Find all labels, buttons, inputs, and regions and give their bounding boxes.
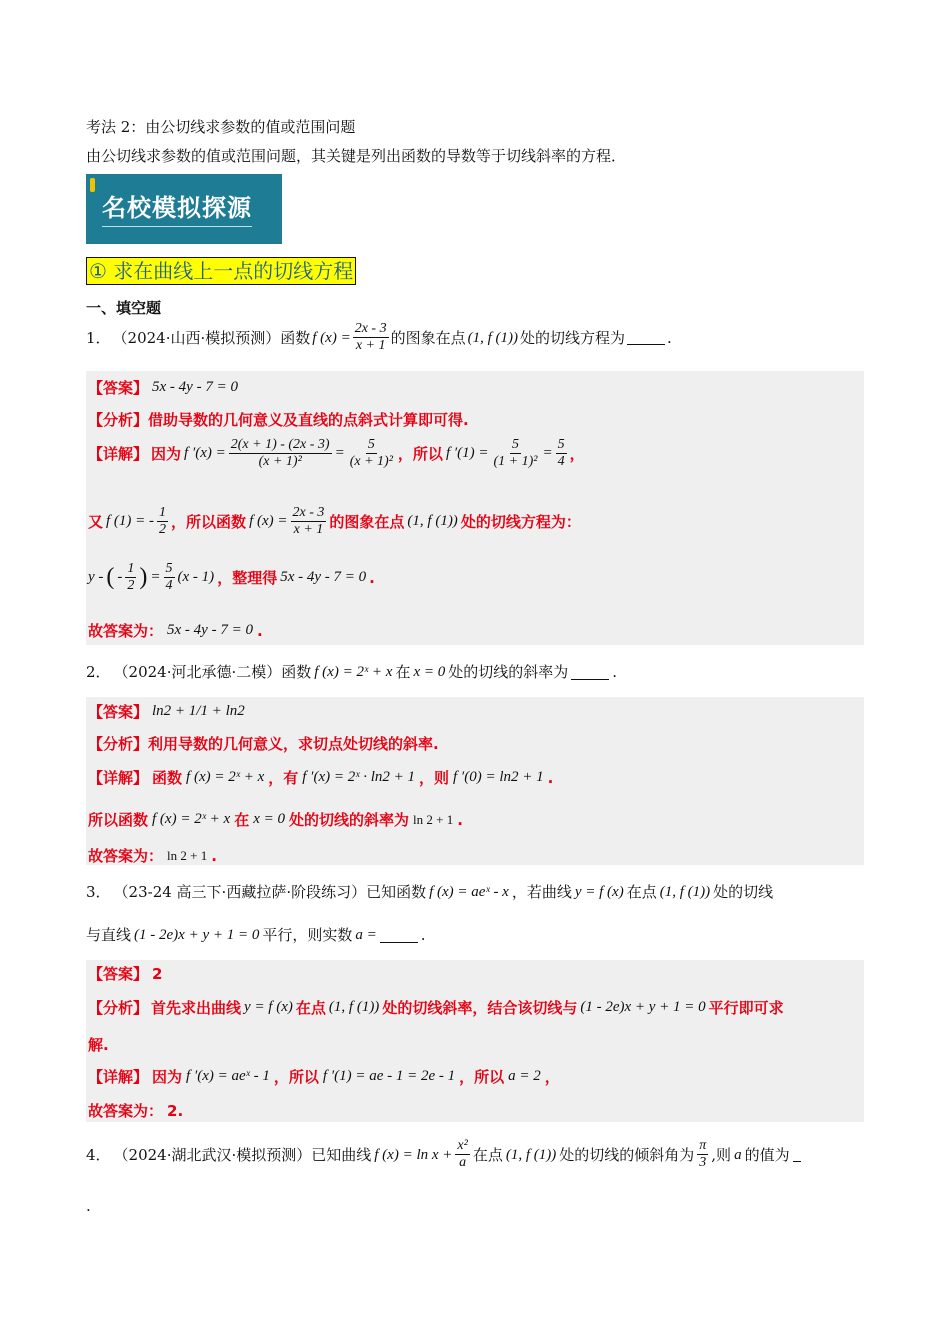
- function-fraction: [353, 321, 389, 354]
- denominator: x + 1: [293, 522, 324, 537]
- function-lhs: f (x) =: [312, 329, 351, 346]
- angle-fraction: [697, 1138, 708, 1171]
- detail-text: 因为: [152, 1068, 183, 1086]
- final-answer-value: 2.: [167, 1101, 184, 1120]
- question-source: （2024·山西·模拟预测）函数: [112, 328, 311, 347]
- question-1: [86, 321, 672, 354]
- detail-text: 处的切线方程为：: [460, 513, 581, 531]
- derivative-at-1: f ′(1) =: [445, 445, 489, 461]
- parameter: a =: [355, 927, 377, 943]
- question-text: 与直线: [86, 926, 132, 944]
- period: .: [211, 846, 217, 865]
- half-fraction: [125, 561, 136, 594]
- answer-value: ln2 + 1/1 + ln2: [152, 703, 245, 719]
- derivative-at-0: f ′(0) = ln2 + 1: [453, 769, 544, 785]
- analysis-text: 在点: [295, 999, 326, 1017]
- final-answer-tag: 故答案为：: [88, 622, 164, 640]
- detail-text: ，有: [268, 769, 299, 787]
- period: .: [547, 768, 554, 787]
- simplified-fraction: [348, 437, 395, 470]
- numerator: x²: [457, 1138, 468, 1153]
- derivative-lhs: f ′(x) =: [184, 445, 226, 461]
- function-value: f (1) = -: [106, 513, 155, 529]
- detail-text: 所以函数: [88, 811, 149, 829]
- curve: y = f (x): [244, 999, 293, 1015]
- derivative: f ′(x) = 2ˣ · ln2 + 1: [302, 769, 415, 785]
- question-text: 平行，则实数: [262, 926, 353, 944]
- period: .: [612, 663, 618, 681]
- question-text: ，若曲线: [511, 883, 572, 901]
- question-text: 的值为: [744, 1145, 790, 1164]
- analysis-text: 解.: [88, 1036, 109, 1054]
- question-source: （23-24 高三下·西藏拉萨·阶段练习）已知函数: [113, 883, 427, 901]
- answer-blank[interactable]: [571, 665, 609, 680]
- question-source: （2024·河北承德·二模）函数: [113, 663, 312, 681]
- detail-text: ，整理得: [217, 569, 278, 587]
- final-answer-tag: 故答案为：: [88, 1102, 164, 1120]
- detail-text: ，则: [419, 769, 450, 787]
- question-4-end: .: [86, 1197, 91, 1215]
- numerator: 1: [127, 561, 135, 576]
- numerator: π: [699, 1138, 707, 1153]
- denominator: 3: [699, 1155, 707, 1170]
- period: .: [420, 926, 426, 944]
- answer-line: [88, 963, 162, 984]
- denominator: a: [459, 1155, 467, 1170]
- detail-tag: 【详解】: [88, 769, 149, 787]
- question-text: ,则: [711, 1145, 732, 1164]
- method-description: 由公切线求参数的值或范围问题，其关键是列出函数的导数等于切线斜率的方程．: [86, 147, 627, 165]
- function-lhs: f (x) =: [249, 513, 288, 529]
- numerator: 5: [367, 437, 375, 452]
- question-text: 在点: [626, 883, 657, 901]
- point: (1, f (1)): [659, 884, 711, 900]
- detail-line-3: [88, 561, 375, 594]
- function-fraction: [291, 505, 327, 538]
- minus: -: [117, 569, 123, 585]
- denominator: x + 1: [355, 338, 386, 353]
- paren-left: (: [106, 564, 115, 590]
- question-2: [86, 662, 617, 682]
- equation-part: (x - 1): [177, 569, 215, 585]
- numerator: 5: [511, 437, 519, 452]
- detail-tag: 【详解】: [88, 445, 149, 463]
- detail-text: 因为: [151, 445, 182, 463]
- detail-text: ，所以: [273, 1068, 319, 1086]
- x-value: x = 0: [253, 811, 286, 827]
- question-number: 2．: [86, 663, 111, 681]
- detail-line-1: [88, 1066, 560, 1087]
- denominator: 2: [127, 578, 135, 593]
- period: .: [667, 328, 672, 347]
- detail-line-2: [88, 505, 581, 538]
- equals: =: [150, 569, 161, 585]
- period: .: [256, 621, 263, 640]
- half-fraction: [157, 505, 168, 538]
- result-equation: 5x - 4y - 7 = 0: [280, 569, 367, 585]
- denominator: (x + 1)²: [349, 454, 393, 469]
- numerator: 2(x + 1) - (2x - 3): [230, 437, 330, 452]
- banner-accent-bar: [90, 178, 95, 192]
- detail-line-1: [88, 437, 585, 470]
- analysis-text: 利用导数的几何意义，求切点处切线的斜率.: [148, 735, 439, 753]
- analysis-tag: 【分析】: [88, 735, 149, 753]
- final-answer-tag: 故答案为：: [88, 847, 164, 865]
- point: (1, f (1)): [328, 999, 380, 1015]
- function: f (x) = aeˣ - x: [429, 884, 509, 900]
- final-answer-value: 5x - 4y - 7 = 0: [167, 622, 253, 638]
- final-answer-line: [88, 1100, 183, 1121]
- section-heading: 一、填空题: [86, 299, 162, 317]
- analysis-tag: 【分析】: [88, 999, 149, 1017]
- answer-blank[interactable]: [627, 330, 665, 345]
- function-fraction: [455, 1138, 469, 1171]
- detail-text: ，所以: [397, 445, 443, 463]
- question-text: 处的切线的倾斜角为: [559, 1145, 695, 1164]
- question-text: 在点: [472, 1145, 503, 1164]
- numerator: 1: [159, 505, 167, 520]
- value-fraction: [492, 437, 540, 470]
- question-number: 3．: [86, 883, 111, 901]
- question-4: [86, 1138, 801, 1171]
- analysis-line: [88, 997, 784, 1018]
- derivative: f ′(x) = aeˣ - 1: [186, 1068, 270, 1084]
- topic-heading: ① 求在曲线上一点的切线方程: [86, 257, 356, 285]
- function-lhs: f (x) = ln x +: [374, 1146, 453, 1163]
- method-title: 考法 2：由公切线求参数的值或范围问题: [86, 118, 356, 136]
- question-text: 的图象在点: [390, 328, 466, 347]
- solution-box-2: [86, 697, 864, 865]
- function: f (x) = 2ˣ + x: [186, 769, 265, 785]
- analysis-line: [88, 409, 469, 430]
- analysis-text: 借助导数的几何意义及直线的点斜式计算即可得.: [148, 411, 469, 429]
- analysis-line-2: [88, 1034, 109, 1055]
- final-answer-line: [88, 620, 263, 641]
- denominator: (x + 1)²: [258, 454, 302, 469]
- question-number: 1．: [86, 328, 111, 347]
- numerator: 2x - 3: [354, 321, 387, 336]
- answer-blank[interactable]: [793, 1147, 801, 1162]
- detail-text: 函数: [152, 769, 183, 787]
- answer-tag: 【答案】: [88, 379, 149, 397]
- function: f (x) = 2ˣ + x: [152, 811, 231, 827]
- answer-line: [88, 377, 238, 398]
- final-answer-value: ln 2 + 1: [167, 847, 208, 863]
- answer-value: 2: [152, 964, 163, 983]
- equation-part: y -: [88, 569, 104, 585]
- numerator: 5: [165, 561, 173, 576]
- question-text: 处的切线的斜率为: [448, 663, 569, 681]
- denominator: 4: [165, 578, 173, 593]
- question-number: 4．: [86, 1145, 111, 1164]
- slope-fraction: [556, 437, 567, 470]
- denominator: (1 + 1)²: [493, 454, 538, 469]
- answer-value: 5x - 4y - 7 = 0: [152, 379, 238, 395]
- question-text: 在: [395, 663, 411, 681]
- detail-line-1: [88, 767, 553, 788]
- parameter: a: [734, 1146, 742, 1163]
- final-answer-line: [88, 845, 217, 866]
- numerator: 5: [557, 437, 565, 452]
- function: f (x) = 2ˣ + x: [314, 664, 393, 680]
- analysis-line: [88, 733, 439, 754]
- line-equation: (1 - 2e)x + y + 1 = 0: [134, 927, 260, 943]
- equals: =: [542, 445, 553, 461]
- detail-line-2: [88, 809, 463, 830]
- paren-right: ): [139, 564, 148, 590]
- answer-tag: 【答案】: [88, 703, 149, 721]
- detail-tag: 【详解】: [88, 1068, 149, 1086]
- detail-text: 的图象在点: [329, 513, 405, 531]
- derivative-at-1: f ′(1) = ae - 1 = 2e - 1: [322, 1068, 456, 1084]
- analysis-text: 首先求出曲线: [151, 999, 242, 1017]
- line-equation: (1 - 2e)x + y + 1 = 0: [580, 999, 706, 1015]
- solution-box-1: [86, 371, 864, 645]
- detail-text: 在: [234, 811, 250, 829]
- slope-fraction: [164, 561, 175, 594]
- question-text: 处的切线: [713, 883, 774, 901]
- derivative-fraction: [229, 437, 332, 470]
- analysis-tag: 【分析】: [88, 411, 149, 429]
- detail-text: ，: [544, 1068, 560, 1086]
- period: .: [369, 568, 375, 587]
- detail-text: ，所以: [459, 1068, 505, 1086]
- equals: =: [334, 445, 345, 461]
- period: .: [457, 810, 463, 829]
- detail-text: ，: [569, 445, 585, 463]
- detail-text: 处的切线的斜率为: [289, 811, 410, 829]
- answer-blank[interactable]: [380, 928, 418, 943]
- analysis-text: 处的切线斜率，结合该切线与: [382, 999, 578, 1017]
- answer-tag: 【答案】: [88, 965, 149, 983]
- question-3-line-2: [86, 925, 426, 945]
- x-value: x = 0: [413, 664, 446, 680]
- denominator: 2: [159, 522, 167, 537]
- analysis-text: 平行即可求: [708, 999, 784, 1017]
- detail-text: ，所以函数: [171, 513, 247, 531]
- banner-title: 名校模拟探源: [102, 194, 252, 222]
- solution-box-3: [86, 960, 864, 1122]
- answer-line: [88, 701, 245, 722]
- question-source: （2024·湖北武汉·模拟预测）已知曲线: [113, 1145, 372, 1164]
- point: (1, f (1)): [407, 513, 458, 529]
- numerator: 2x - 3: [292, 505, 325, 520]
- point: (1, f (1)): [505, 1146, 557, 1163]
- detail-text: 又: [88, 513, 104, 531]
- question-3: [86, 882, 773, 902]
- banner-underline: [102, 226, 252, 227]
- slope-value: ln 2 + 1: [413, 811, 454, 827]
- section-banner: [86, 174, 282, 244]
- denominator: 4: [557, 454, 565, 469]
- point: (1, f (1)): [467, 329, 519, 346]
- parameter-value: a = 2: [508, 1068, 541, 1084]
- curve: y = f (x): [574, 884, 624, 900]
- question-text: 处的切线方程为: [520, 328, 626, 347]
